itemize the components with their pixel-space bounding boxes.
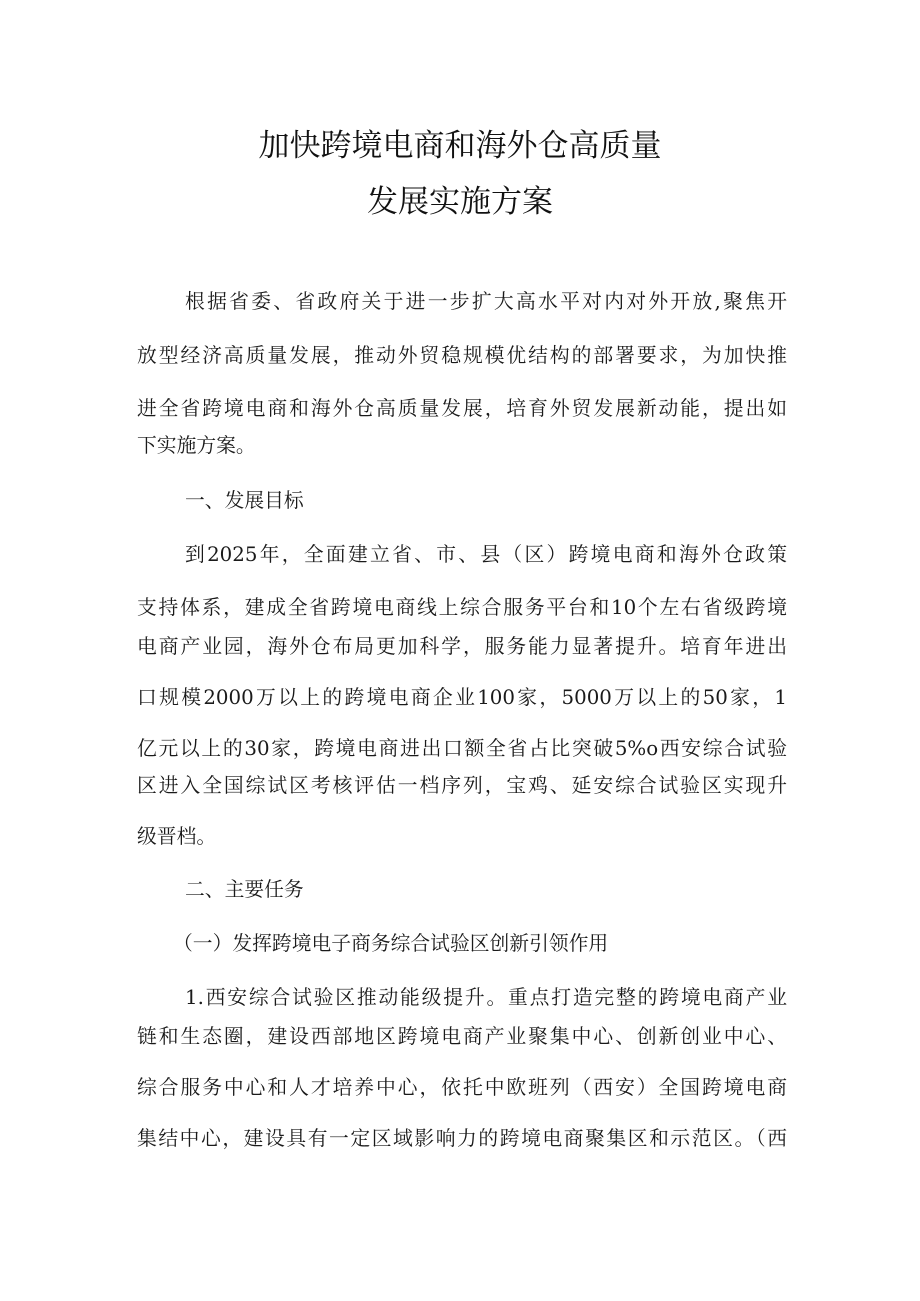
goals-paragraph-line: 亿元以上的30家，跨境电商进出口额全省占比突破5%o西安综合试验 — [137, 737, 787, 760]
goals-paragraph-line: 电商产业园，海外仓布局更加科学，服务能力显著提升。培育年进出 — [137, 635, 787, 658]
subsection-heading: （一）发挥跨境电子商务综合试验区创新引领作用 — [173, 932, 609, 955]
section-heading-tasks: 二、主要任务 — [185, 878, 304, 901]
section-heading-goals: 一、发展目标 — [185, 489, 304, 512]
intro-paragraph-line: 放型经济高质量发展，推动外贸稳规模优结构的部署要求，为加快推 — [137, 344, 787, 367]
goals-paragraph-line: 级晋档。 — [137, 825, 217, 848]
item-paragraph-line: 综合服务中心和人才培养中心，依托中欧班列（西安）全国跨境电商 — [137, 1076, 787, 1099]
item-paragraph-line: 集结中心，建设具有一定区域影响力的跨境电商聚集区和示范区。（西 — [137, 1127, 787, 1150]
goals-paragraph-line: 到2025年，全面建立省、市、县（区）跨境电商和海外仓政策 — [185, 543, 787, 566]
intro-paragraph-line: 下实施方案。 — [137, 434, 256, 457]
goals-paragraph-line: 口规模2000万以上的跨境电商企业100家，5000万以上的50家，1 — [137, 686, 787, 709]
intro-paragraph-line: 根据省委、省政府关于进一步扩大高水平对内对外开放,聚焦开 — [185, 290, 787, 313]
item-paragraph-line: 1.西安综合试验区推动能级提升。重点打造完整的跨境电商产业 — [185, 986, 787, 1009]
intro-paragraph-line: 进全省跨境电商和海外仓高质量发展，培育外贸发展新动能，提出如 — [137, 397, 787, 420]
document-title-line-2: 发展实施方案 — [367, 184, 553, 220]
item-paragraph-line: 链和生态圈，建设西部地区跨境电商产业聚集中心、创新创业中心、 — [137, 1025, 787, 1048]
document-title-line-1: 加快跨境电商和海外仓高质量 — [258, 128, 662, 164]
goals-paragraph-line: 支持体系，建成全省跨境电商线上综合服务平台和10个左右省级跨境 — [137, 596, 787, 619]
goals-paragraph-line: 区进入全国综试区考核评估一档序列，宝鸡、延安综合试验区实现升 — [137, 774, 787, 797]
